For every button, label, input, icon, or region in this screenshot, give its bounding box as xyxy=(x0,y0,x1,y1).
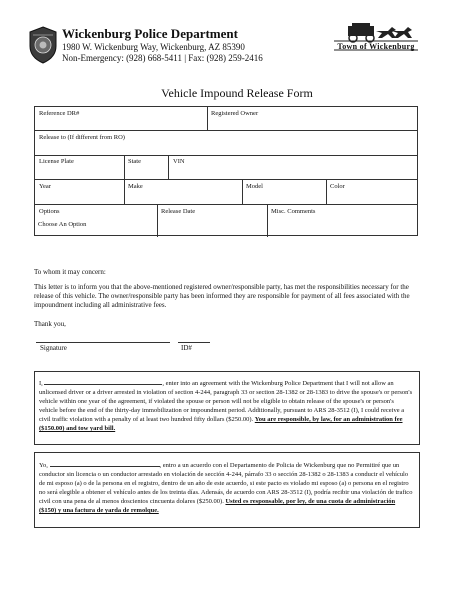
misc-comments-field-label: Misc. Comments xyxy=(271,208,316,215)
agreement-spanish-body: , entro a un acuerdo con el Departamento de Policia de Wickenburg que no Permitiré que un conductor sin licencia o un conductor arrestado en violación de sección 4-244, párrafo 33 o sección 28-1382 o 28-1383 a conducir el vehículo de mi esposo (a) o de la persona en el registro, dentro de un año de este acuerdo, si este pacto es violado mi esposo (a) o persona en el registro no será elegible a obtener el vehículo antes de los treinta días. Adensás, de acuerdo con ARS 28-3512 (I), podría recibir una violación de trafico civil con una pena de al menos doscientos cincuenta dolares ($250.00). xyxy=(39,462,413,505)
department-name: Wickenburg Police Department xyxy=(62,26,238,41)
signature-line[interactable] xyxy=(36,342,170,343)
id-label: ID# xyxy=(181,344,192,352)
make-field-label: Make xyxy=(128,183,143,190)
color-field-label: Color xyxy=(330,183,345,190)
state-field-label: State xyxy=(128,158,141,165)
reference-field-label: Reference DR# xyxy=(39,110,80,117)
options-field-label: Options xyxy=(39,208,60,215)
agreement-english-body: , enter into an agreement with the Wickenburg Police Department that I will not allow an unlicensed driver or a driver arrested in violation of section 4-244, paragraph 33 or section 28-1382 or 28-1383 to drive the spouse's or person's vehicle within one year of the agreement, if violated the spouse or person will not be eligible to obtain release of the spouse's or person's vehicle before the end of the thirty-day immobilization or impoundment period. Additionally, pursuant to ARS 28-3512 (I), I could receive a civil traffic violation with a penalty of at least two hundred fifty dollars ($250.00). xyxy=(39,380,413,423)
agreement-spanish-fee-notice: Usted es responsable, por ley, de una cuota de administración ($150) y una factura de yarda de remolque. xyxy=(39,498,396,514)
police-badge-icon xyxy=(28,26,58,64)
department-address: 1980 W. Wickenburg Way, Wickenburg, AZ 85390 xyxy=(62,42,245,52)
agreement-spanish-text xyxy=(39,459,413,515)
signature-label: Signature xyxy=(40,344,67,352)
letter-closing: Thank you, xyxy=(34,320,66,328)
department-phones: Non-Emergency: (928) 668-5411 | Fax: (928) 259-2416 xyxy=(62,53,263,63)
year-field-label: Year xyxy=(39,183,51,190)
agreement-spanish-box xyxy=(34,452,420,528)
agreement-spanish-name-blank[interactable] xyxy=(50,459,160,467)
model-field-label: Model xyxy=(246,183,263,190)
agreement-english-fee-notice: You are responsible, by law, for an administration fee ($150.00) and tow yard bill. xyxy=(39,416,403,432)
agreement-spanish-lead: Yo, xyxy=(39,462,48,469)
impound-form-grid xyxy=(34,106,418,236)
agreement-english-name-blank[interactable] xyxy=(44,377,162,385)
form-title: Vehicle Impound Release Form xyxy=(161,86,313,100)
options-select[interactable]: Choose An Option xyxy=(38,221,87,228)
town-label: Town of Wickenburg xyxy=(337,42,415,51)
release-to-field-label: Release to (If different from RO) xyxy=(39,134,125,141)
agreement-english-text xyxy=(39,377,413,433)
id-line[interactable] xyxy=(178,342,210,343)
letter-salutation: To whom it may concern: xyxy=(34,268,106,276)
vin-field-label: VIN xyxy=(173,158,185,165)
agreement-english-box xyxy=(34,371,420,445)
release-date-field-label: Release Date xyxy=(161,208,196,215)
registered-owner-field-label: Registered Owner xyxy=(211,110,259,117)
license-plate-field-label: License Plate xyxy=(39,158,74,165)
agreement-english-lead: I, xyxy=(39,380,43,387)
letter-body: This letter is to inform you that the above-mentioned registered owner/responsible party, has met the responsibilities necessary for the release of this vehicle. The owner/responsible party has been informed they are responsible for payment of all fees associated with the impoundment including all administrative fees. xyxy=(34,283,410,309)
